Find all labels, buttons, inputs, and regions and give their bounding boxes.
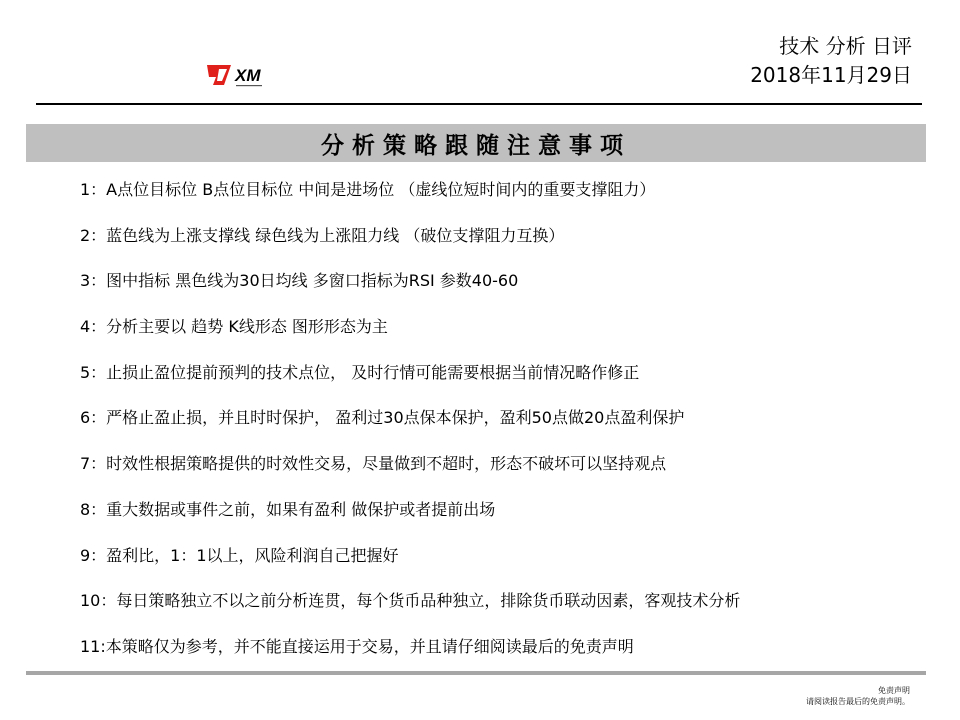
section-banner <box>26 124 926 162</box>
logo-text: XM <box>235 66 261 85</box>
report-header <box>750 32 912 90</box>
xm-logo <box>205 58 285 92</box>
note-item-5: 5：止损止盈位提前预判的技术点位， 及时行情可能需要根据当前情况略作修正 <box>80 362 640 382</box>
report-title: 技术 分析 日评 <box>779 34 912 58</box>
notes-list <box>80 176 740 679</box>
note-item-6: 6：严格止盈止损，并且时时保护， 盈利过30点保本保护，盈利50点做20点盈利保护 <box>80 408 685 428</box>
note-item-10: 10：每日策略独立不以之前分析连贯，每个货币品种独立，排除货币联动因素，客观技术分析 <box>80 591 741 611</box>
section-title: 分析策略跟随注意事项 <box>321 132 631 159</box>
xm-logo-mark <box>205 58 285 92</box>
disclaimer-title: 免责声明 <box>878 686 910 695</box>
disclaimer <box>806 685 910 707</box>
note-item-11: 11:本策略仅为参考，并不能直接运用于交易，并且请仔细阅读最后的免责声明 <box>80 636 634 656</box>
note-item-8: 8：重大数据或事件之前，如果有盈利 做保护或者提前出场 <box>80 499 496 519</box>
note-item-4: 4：分析主要以 趋势 K线形态 图形形态为主 <box>80 317 388 337</box>
report-date: 2018年11月29日 <box>750 63 912 87</box>
footer-divider <box>26 671 926 675</box>
note-item-1: 1：A点位目标位 B点位目标位 中间是进场位 （虚线位短时间内的重要支撑阻力） <box>80 180 656 199</box>
note-item-9: 9：盈利比，1：1以上，风险利润自己把握好 <box>80 545 399 565</box>
header-divider <box>36 103 922 105</box>
note-item-3: 3：图中指标 黑色线为30日均线 多窗口指标为RSI 参数40-60 <box>80 271 519 291</box>
disclaimer-text: 请阅读报告最后的免责声明。 <box>806 697 910 706</box>
note-item-7: 7：时效性根据策略提供的时效性交易，尽量做到不超时，形态不破坏可以坚持观点 <box>80 454 667 474</box>
note-item-2: 2：蓝色线为上涨支撑线 绿色线为上涨阻力线 （破位支撑阻力互换） <box>80 225 565 245</box>
